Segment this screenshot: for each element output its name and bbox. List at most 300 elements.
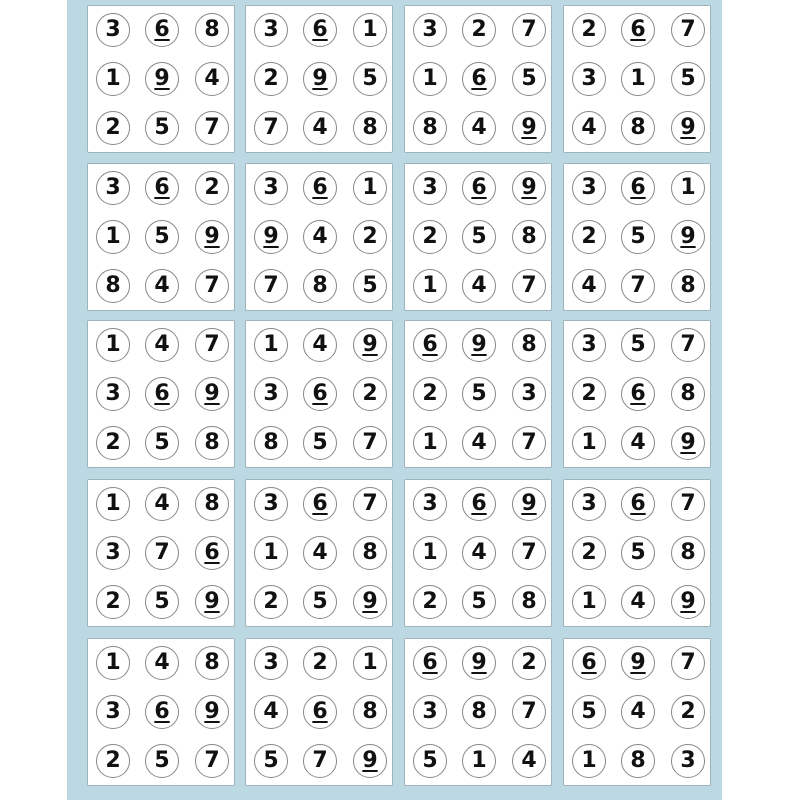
number-cell[interactable] [572,269,606,303]
number-cell[interactable] [353,328,387,362]
cell-digit: 4 [263,699,279,724]
number-cell[interactable] [572,426,606,460]
number-cell[interactable] [413,695,447,729]
number-cell[interactable] [195,62,229,96]
number-cell[interactable] [96,220,130,254]
number-cell[interactable] [145,62,179,96]
cell-digit: 5 [422,748,438,773]
number-cell[interactable] [413,111,447,145]
number-cell[interactable] [96,377,130,411]
number-cell[interactable] [96,111,130,145]
number-cell[interactable] [462,536,496,570]
number-cell[interactable] [303,269,337,303]
number-cell[interactable] [621,487,655,521]
number-cell[interactable] [671,220,705,254]
number-cell[interactable] [254,62,288,96]
cell-digit: 1 [362,17,378,42]
number-cell[interactable] [195,426,229,460]
number-cell[interactable] [572,220,606,254]
cell-digit: 2 [263,589,279,614]
cell-digit: 9 [680,430,696,455]
cell-digit: 8 [521,332,537,357]
number-cell[interactable] [413,269,447,303]
number-cell[interactable] [303,62,337,96]
number-cell[interactable] [145,328,179,362]
number-cell[interactable] [621,171,655,205]
number-cell[interactable] [512,585,546,619]
number-cell[interactable] [671,171,705,205]
number-cell[interactable] [671,13,705,47]
number-cell[interactable] [462,13,496,47]
cell-digit: 8 [630,115,646,140]
number-cell[interactable] [353,426,387,460]
cell-digit: 6 [312,491,328,516]
cell-digit: 3 [581,66,597,91]
number-cell[interactable] [671,111,705,145]
cell-digit: 5 [263,748,279,773]
number-cell[interactable] [671,426,705,460]
puzzle-tile[interactable] [563,163,711,311]
number-cell[interactable] [254,487,288,521]
number-cell[interactable] [303,377,337,411]
number-cell[interactable] [145,744,179,778]
cell-digit: 2 [204,175,220,200]
number-cell[interactable] [621,220,655,254]
number-cell[interactable] [621,111,655,145]
number-cell[interactable] [413,377,447,411]
cell-digit: 2 [105,430,121,455]
number-cell[interactable] [572,62,606,96]
cell-digit: 7 [362,491,378,516]
number-cell[interactable] [303,585,337,619]
cell-digit: 7 [680,650,696,675]
number-cell[interactable] [512,13,546,47]
cell-digit: 7 [362,430,378,455]
number-cell[interactable] [512,62,546,96]
cell-digit: 7 [521,540,537,565]
number-cell[interactable] [621,62,655,96]
cell-digit: 6 [630,491,646,516]
number-cell[interactable] [195,220,229,254]
number-cell[interactable] [621,13,655,47]
number-cell[interactable] [671,377,705,411]
number-cell[interactable] [462,220,496,254]
number-cell[interactable] [195,487,229,521]
cell-digit: 7 [680,491,696,516]
number-cell[interactable] [462,328,496,362]
cell-digit: 8 [105,273,121,298]
cell-digit: 3 [263,650,279,675]
number-cell[interactable] [512,426,546,460]
cell-digit: 7 [263,273,279,298]
cell-digit: 6 [204,540,220,565]
cell-digit: 2 [422,381,438,406]
cell-digit: 4 [154,491,170,516]
puzzle-tile[interactable] [245,163,393,311]
cell-digit: 2 [362,224,378,249]
cell-digit: 9 [471,332,487,357]
cell-digit: 4 [154,332,170,357]
cell-digit: 1 [105,491,121,516]
number-cell[interactable] [572,695,606,729]
number-cell[interactable] [353,646,387,680]
number-cell[interactable] [254,171,288,205]
number-cell[interactable] [353,744,387,778]
cell-digit: 6 [471,66,487,91]
number-cell[interactable] [303,487,337,521]
number-cell[interactable] [572,328,606,362]
number-cell[interactable] [572,377,606,411]
puzzle-tile[interactable] [87,320,235,468]
cell-digit: 5 [471,589,487,614]
number-cell[interactable] [254,269,288,303]
number-cell[interactable] [254,426,288,460]
cell-digit: 3 [263,381,279,406]
cell-digit: 5 [312,430,328,455]
cell-digit: 3 [521,381,537,406]
number-cell[interactable] [572,487,606,521]
puzzle-tile[interactable] [563,638,711,786]
number-cell[interactable] [671,744,705,778]
number-cell[interactable] [512,111,546,145]
cell-digit: 8 [204,491,220,516]
number-cell[interactable] [145,269,179,303]
number-cell[interactable] [353,585,387,619]
number-cell[interactable] [413,585,447,619]
cell-digit: 1 [263,540,279,565]
puzzle-tile[interactable] [245,479,393,627]
number-cell[interactable] [254,695,288,729]
number-cell[interactable] [572,646,606,680]
cell-digit: 5 [680,66,696,91]
number-cell[interactable] [413,220,447,254]
cell-digit: 2 [581,224,597,249]
number-cell[interactable] [353,171,387,205]
cell-digit: 1 [581,430,597,455]
number-cell[interactable] [413,62,447,96]
number-cell[interactable] [512,171,546,205]
number-cell[interactable] [353,220,387,254]
number-cell[interactable] [96,744,130,778]
number-cell[interactable] [145,695,179,729]
cell-digit: 8 [422,115,438,140]
number-cell[interactable] [572,171,606,205]
number-cell[interactable] [195,377,229,411]
number-cell[interactable] [303,695,337,729]
number-cell[interactable] [462,269,496,303]
number-cell[interactable] [572,585,606,619]
cell-digit: 2 [422,224,438,249]
number-cell[interactable] [195,269,229,303]
cell-digit: 3 [581,175,597,200]
puzzle-tile[interactable] [87,163,235,311]
cell-digit: 4 [312,224,328,249]
number-cell[interactable] [96,426,130,460]
cell-digit: 8 [521,589,537,614]
number-cell[interactable] [512,646,546,680]
cell-digit: 3 [105,381,121,406]
cell-digit: 2 [581,17,597,42]
number-cell[interactable] [145,377,179,411]
cell-digit: 6 [154,381,170,406]
number-cell[interactable] [303,171,337,205]
number-cell[interactable] [145,646,179,680]
number-cell[interactable] [413,487,447,521]
cell-digit: 2 [105,589,121,614]
cell-digit: 5 [630,332,646,357]
cell-digit: 3 [263,491,279,516]
puzzle-tile[interactable] [245,638,393,786]
number-cell[interactable] [96,646,130,680]
cell-digit: 4 [630,699,646,724]
number-cell[interactable] [413,646,447,680]
number-cell[interactable] [195,536,229,570]
number-cell[interactable] [462,744,496,778]
number-cell[interactable] [195,695,229,729]
cell-digit: 7 [521,699,537,724]
number-cell[interactable] [303,13,337,47]
number-cell[interactable] [195,171,229,205]
puzzle-tile[interactable] [404,5,552,153]
number-cell[interactable] [572,111,606,145]
number-cell[interactable] [462,646,496,680]
number-cell[interactable] [621,695,655,729]
number-cell[interactable] [254,328,288,362]
number-cell[interactable] [145,487,179,521]
number-cell[interactable] [462,62,496,96]
cell-digit: 7 [521,17,537,42]
number-cell[interactable] [254,111,288,145]
number-cell[interactable] [413,426,447,460]
number-cell[interactable] [621,328,655,362]
cell-digit: 6 [312,17,328,42]
cell-digit: 3 [263,175,279,200]
puzzle-tile[interactable] [404,320,552,468]
number-cell[interactable] [195,585,229,619]
cell-digit: 4 [471,273,487,298]
number-cell[interactable] [254,744,288,778]
cell-digit: 7 [263,115,279,140]
number-cell[interactable] [96,695,130,729]
cell-digit: 9 [204,224,220,249]
number-cell[interactable] [195,111,229,145]
number-cell[interactable] [96,487,130,521]
cell-digit: 6 [630,175,646,200]
number-cell[interactable] [572,536,606,570]
cell-digit: 7 [521,273,537,298]
cell-digit: 4 [471,430,487,455]
cell-digit: 8 [204,650,220,675]
number-cell[interactable] [303,220,337,254]
number-cell[interactable] [413,328,447,362]
cell-digit: 5 [471,381,487,406]
number-cell[interactable] [195,328,229,362]
cell-digit: 3 [422,699,438,724]
cell-digit: 9 [362,748,378,773]
cell-digit: 2 [105,748,121,773]
number-cell[interactable] [462,585,496,619]
number-cell[interactable] [671,328,705,362]
cell-digit: 3 [422,491,438,516]
number-cell[interactable] [303,744,337,778]
number-cell[interactable] [671,536,705,570]
cell-digit: 5 [154,748,170,773]
number-cell[interactable] [512,487,546,521]
cell-digit: 7 [680,332,696,357]
number-cell[interactable] [96,269,130,303]
puzzle-tile[interactable] [87,5,235,153]
number-cell[interactable] [353,62,387,96]
cell-digit: 4 [154,650,170,675]
number-cell[interactable] [512,220,546,254]
number-cell[interactable] [671,646,705,680]
number-cell[interactable] [621,426,655,460]
cell-digit: 9 [312,66,328,91]
number-cell[interactable] [671,585,705,619]
cell-digit: 7 [204,115,220,140]
cell-digit: 5 [630,540,646,565]
number-cell[interactable] [303,426,337,460]
number-cell[interactable] [462,111,496,145]
number-cell[interactable] [353,269,387,303]
number-cell[interactable] [195,646,229,680]
cell-digit: 5 [521,66,537,91]
cell-digit: 6 [471,491,487,516]
number-cell[interactable] [413,744,447,778]
number-cell[interactable] [254,13,288,47]
number-cell[interactable] [303,536,337,570]
cell-digit: 9 [204,699,220,724]
number-cell[interactable] [621,585,655,619]
puzzle-tile[interactable] [245,320,393,468]
number-cell[interactable] [671,695,705,729]
cell-digit: 5 [154,430,170,455]
number-cell[interactable] [413,13,447,47]
number-cell[interactable] [195,13,229,47]
puzzle-tile[interactable] [245,5,393,153]
cell-digit: 3 [422,17,438,42]
number-cell[interactable] [145,585,179,619]
number-cell[interactable] [145,220,179,254]
cell-digit: 9 [521,115,537,140]
puzzle-tile[interactable] [404,638,552,786]
cell-digit: 7 [154,540,170,565]
number-cell[interactable] [462,377,496,411]
puzzle-tile[interactable] [87,638,235,786]
cell-digit: 5 [312,589,328,614]
cell-digit: 8 [204,430,220,455]
cell-digit: 6 [422,332,438,357]
cell-digit: 6 [312,699,328,724]
number-cell[interactable] [96,62,130,96]
puzzle-tile[interactable] [563,320,711,468]
number-cell[interactable] [353,13,387,47]
cell-digit: 7 [680,17,696,42]
cell-digit: 3 [581,491,597,516]
number-cell[interactable] [353,377,387,411]
number-cell[interactable] [621,646,655,680]
number-cell[interactable] [572,13,606,47]
number-cell[interactable] [96,585,130,619]
cell-digit: 3 [105,17,121,42]
number-cell[interactable] [512,536,546,570]
number-cell[interactable] [671,62,705,96]
cell-digit: 4 [312,332,328,357]
number-cell[interactable] [671,269,705,303]
number-cell[interactable] [96,13,130,47]
number-cell[interactable] [621,269,655,303]
puzzle-tile[interactable] [404,479,552,627]
cell-digit: 1 [581,748,597,773]
number-cell[interactable] [353,111,387,145]
number-cell[interactable] [621,536,655,570]
number-cell[interactable] [572,744,606,778]
number-cell[interactable] [353,695,387,729]
number-cell[interactable] [413,171,447,205]
number-cell[interactable] [303,111,337,145]
number-cell[interactable] [621,744,655,778]
number-cell[interactable] [353,487,387,521]
number-cell[interactable] [512,744,546,778]
number-cell[interactable] [254,377,288,411]
puzzle-tile[interactable] [563,479,711,627]
number-cell[interactable] [462,487,496,521]
number-cell[interactable] [254,220,288,254]
number-cell[interactable] [512,695,546,729]
cell-digit: 9 [680,115,696,140]
cell-digit: 8 [521,224,537,249]
number-cell[interactable] [254,646,288,680]
number-cell[interactable] [96,328,130,362]
number-cell[interactable] [145,536,179,570]
cell-digit: 3 [581,332,597,357]
cell-digit: 1 [422,66,438,91]
number-cell[interactable] [145,426,179,460]
cell-digit: 5 [154,224,170,249]
number-cell[interactable] [145,111,179,145]
number-cell[interactable] [145,13,179,47]
number-cell[interactable] [303,328,337,362]
number-cell[interactable] [512,377,546,411]
puzzle-tile[interactable] [563,5,711,153]
cell-digit: 4 [471,115,487,140]
puzzle-tile[interactable] [404,163,552,311]
number-cell[interactable] [512,269,546,303]
number-cell[interactable] [413,536,447,570]
number-cell[interactable] [254,536,288,570]
number-cell[interactable] [462,171,496,205]
number-cell[interactable] [462,426,496,460]
number-cell[interactable] [254,585,288,619]
cell-digit: 9 [521,175,537,200]
cell-digit: 8 [680,273,696,298]
number-cell[interactable] [353,536,387,570]
cell-digit: 7 [204,332,220,357]
number-cell[interactable] [621,377,655,411]
puzzle-tile[interactable] [87,479,235,627]
cell-digit: 9 [154,66,170,91]
number-cell[interactable] [512,328,546,362]
number-cell[interactable] [96,171,130,205]
number-cell[interactable] [145,171,179,205]
number-cell[interactable] [303,646,337,680]
cell-digit: 8 [362,540,378,565]
number-cell[interactable] [195,744,229,778]
cell-digit: 8 [680,381,696,406]
number-cell[interactable] [671,487,705,521]
number-cell[interactable] [462,695,496,729]
number-cell[interactable] [96,536,130,570]
